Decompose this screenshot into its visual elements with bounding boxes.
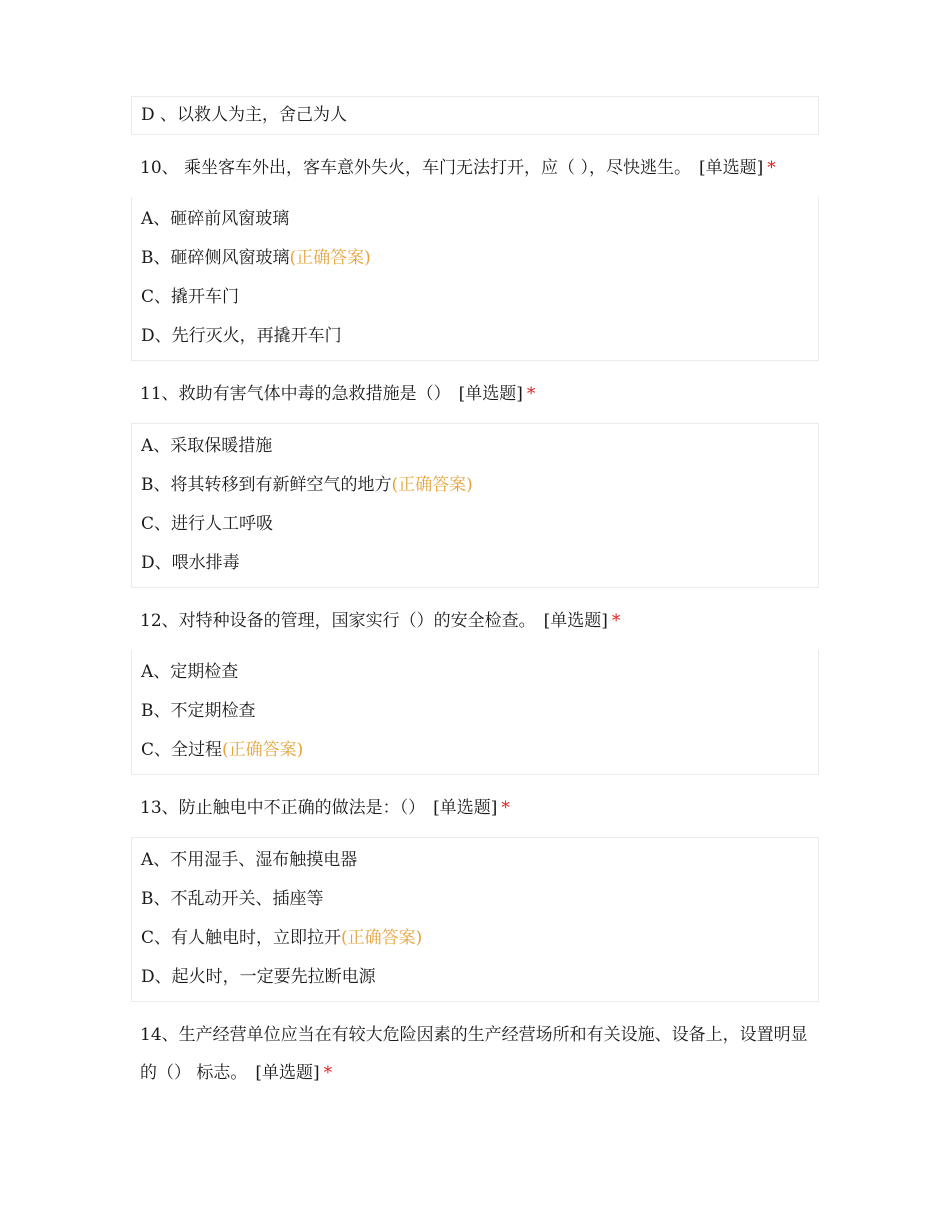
- option-text: A、砸碎前风窗玻璃: [141, 209, 290, 229]
- question-type-tag: [单选题]: [433, 798, 498, 818]
- required-mark: *: [526, 384, 536, 404]
- option-text: C、撬开车门: [141, 287, 240, 307]
- question-title: 10、 乘坐客车外出，客车意外失火，车门无法打开，应（ ），尽快逃生。: [140, 158, 691, 178]
- question-10: [131, 135, 819, 197]
- question-type-tag: [单选题]: [458, 384, 523, 404]
- option-text: B、砸碎侧风窗玻璃: [141, 248, 290, 268]
- question-title: 14、生产经营单位应当在有较大危险因素的生产经营场所和有关设施、设备上，设置明显的（） 标志。: [140, 1025, 808, 1083]
- option-item: [132, 692, 818, 731]
- question-type-tag: [单选题]: [543, 611, 608, 631]
- option-text: C、全过程: [141, 740, 223, 760]
- correct-answer-mark: (正确答案): [391, 475, 473, 495]
- question-11-options: [131, 423, 819, 588]
- option-item: [132, 841, 818, 880]
- question-title: 12、对特种设备的管理，国家实行（）的安全检查。: [140, 611, 536, 631]
- question-13-options: [131, 837, 819, 1002]
- option-text: A、定期检查: [141, 662, 239, 682]
- question-13: [131, 775, 819, 837]
- question-type-tag: [单选题]: [255, 1063, 320, 1083]
- option-text: D、起火时，一定要先拉断电源: [141, 967, 376, 987]
- option-item: [132, 239, 818, 278]
- correct-answer-mark: (正确答案): [341, 928, 423, 948]
- question-type-tag: [单选题]: [698, 158, 764, 178]
- question-10-options: [131, 197, 819, 361]
- option-item: [132, 919, 818, 958]
- option-text: D、喂水排毒: [141, 553, 240, 573]
- option-item: [132, 653, 818, 692]
- option-text: D 、以救人为主，舍己为人: [141, 105, 348, 125]
- option-item: [132, 880, 818, 919]
- question-title: 11、救助有害气体中毒的急救措施是（）: [140, 384, 451, 404]
- question-12: [131, 588, 819, 650]
- option-item: [132, 958, 818, 997]
- option-item: [132, 317, 818, 356]
- option-text: C、进行人工呼吸: [141, 514, 274, 534]
- required-mark: *: [767, 158, 776, 178]
- question-11: [131, 361, 819, 423]
- option-item: [132, 466, 818, 505]
- required-mark: *: [501, 798, 510, 818]
- question-14: [131, 1002, 819, 1102]
- option-text: A、不用湿手、湿布触摸电器: [141, 850, 358, 870]
- quiz-page: [131, 96, 819, 1102]
- option-item: [132, 427, 818, 466]
- correct-answer-mark: (正确答案): [289, 248, 371, 268]
- required-mark: *: [611, 611, 621, 631]
- required-mark: *: [323, 1063, 333, 1083]
- option-item: [132, 278, 818, 317]
- prev-question-options: [131, 96, 819, 135]
- correct-answer-mark: (正确答案): [222, 740, 304, 760]
- option-text: B、不定期检查: [141, 701, 256, 721]
- question-title: 13、防止触电中不正确的做法是：（）: [140, 798, 426, 818]
- option-text: B、将其转移到有新鲜空气的地方: [141, 475, 392, 495]
- option-text: C、有人触电时，立即拉开: [141, 928, 342, 948]
- option-text: B、不乱动开关、插座等: [141, 889, 324, 909]
- option-item: [132, 200, 818, 239]
- option-item: [132, 100, 818, 130]
- option-item: [132, 544, 818, 583]
- option-item: [132, 505, 818, 544]
- option-text: D、先行灭火，再撬开车门: [141, 326, 342, 346]
- option-text: A、采取保暖措施: [141, 436, 273, 456]
- question-12-options: [131, 650, 819, 775]
- option-item: [132, 731, 818, 770]
